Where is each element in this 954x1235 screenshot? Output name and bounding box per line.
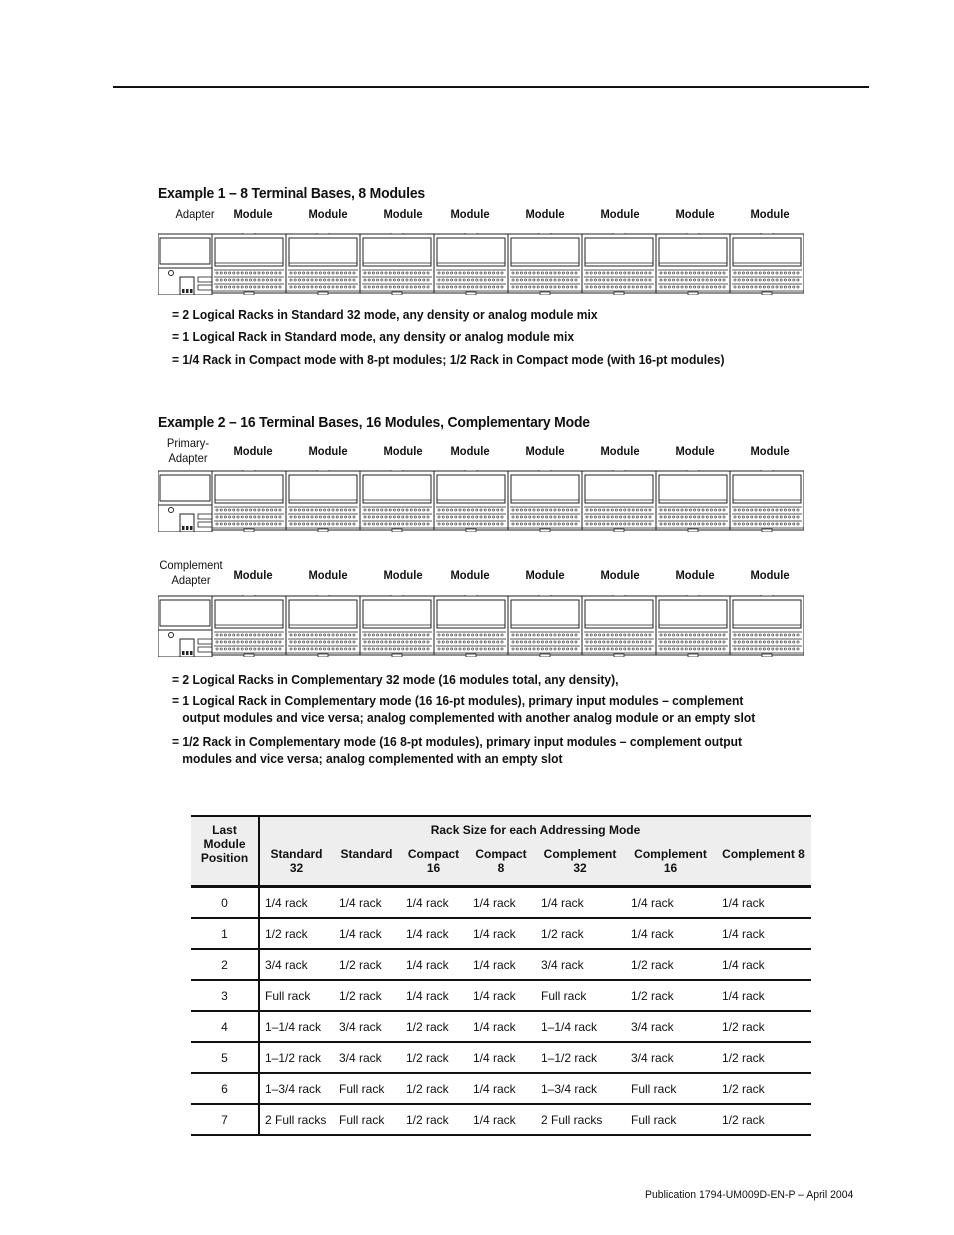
example-2-complement-terminal-base-2 — [286, 595, 360, 657]
module-position-cell: 5 — [191, 1042, 259, 1073]
example-1-module-label-8: Module — [750, 207, 790, 221]
table-row — [191, 949, 811, 980]
column-header-4-line-2: 8 — [497, 861, 505, 875]
rack-size-cell: 2 Full racks — [259, 1104, 333, 1135]
column-header-2 — [333, 847, 400, 887]
example-2-primary-terminal-base-2 — [286, 470, 360, 532]
example-2-note-3-line-2: modules and vice versa; analog complemented with an empty slot — [182, 751, 563, 766]
rack-size-cell: 1/2 rack — [333, 949, 400, 980]
module-position-cell: 0 — [191, 887, 259, 919]
rack-size-cell: 1/2 rack — [625, 949, 716, 980]
example-2-note-3-line-1: = 1/2 Rack in Complementary mode (16 8-pt modules), primary input modules – complement output — [172, 734, 743, 749]
example-2-note-1-line-1: = 2 Logical Racks in Complementary 32 mode (16 modules total, any density), — [172, 672, 619, 687]
example-2-complement-terminal-base-8 — [730, 595, 804, 657]
adapter-label: Adapter — [175, 207, 215, 221]
rack-size-cell: 1–3/4 rack — [259, 1073, 333, 1104]
rack-size-cell: 1–1/4 rack — [259, 1011, 333, 1042]
example-1-adapter-unit — [158, 234, 212, 295]
example-1-module-label-2: Module — [308, 207, 348, 221]
rack-size-cell: 1/4 rack — [333, 887, 400, 919]
table-row — [191, 887, 811, 919]
example-2-note-3 — [172, 733, 742, 767]
rack-size-cell: 3/4 rack — [333, 1011, 400, 1042]
rack-size-cell: 1/4 rack — [467, 918, 535, 949]
example-2-note-2-line-2: output modules and vice versa; analog complemented with another analog module or an empty slot — [182, 710, 756, 725]
example-2-primary-module-label-3: Module — [383, 444, 423, 458]
example-2-complement-module-label-1: Module — [233, 568, 273, 582]
column-header-row — [191, 847, 811, 887]
rack-size-cell: 1/4 rack — [467, 949, 535, 980]
column-header-7-line-1: Complement 8 — [722, 847, 805, 861]
rack-size-cell: 1/4 rack — [467, 1104, 535, 1135]
example-2-primary-terminal-base-1 — [212, 470, 286, 532]
publication-footer: Publication 1794-UM009D-EN-P – April 2004 — [645, 1189, 854, 1201]
example-2-complement-terminal-base-4 — [434, 595, 508, 657]
example-1-note-3: = 1/4 Rack in Compact mode with 8-pt modules; 1/2 Rack in Compact mode (with 16-pt modules) — [172, 352, 725, 367]
top-rule — [113, 86, 869, 88]
rack-size-cell: 1/2 rack — [716, 1042, 811, 1073]
example-1-rack-diagram — [158, 233, 804, 295]
example-1-module-label-6: Module — [600, 207, 640, 221]
rack-size-table — [191, 815, 811, 1136]
last-module-position-header — [191, 816, 259, 887]
module-position-cell: 7 — [191, 1104, 259, 1135]
example-2-complement-module-label-5: Module — [525, 568, 565, 582]
example-2-note-2-line-1: = 1 Logical Rack in Complementary mode (16 16-pt modules), primary input modules – complement — [172, 693, 744, 708]
example-2-primary-rack-diagram — [158, 470, 804, 532]
example-2-complement-module-label-2: Module — [308, 568, 348, 582]
column-header-3 — [400, 847, 467, 887]
rack-size-cell: 3/4 rack — [333, 1042, 400, 1073]
complement-adapter-label — [155, 558, 228, 588]
rack-size-cell: 3/4 rack — [625, 1011, 716, 1042]
complement-adapter-label-line-2: Adapter — [171, 573, 211, 587]
rack-size-cell: 1/4 rack — [716, 980, 811, 1011]
rack-size-cell: 1/4 rack — [467, 1011, 535, 1042]
example-1-module-label-1: Module — [233, 207, 273, 221]
example-1-note-2: = 1 Logical Rack in Standard mode, any density or analog module mix — [172, 329, 575, 344]
example-1-module-label-5: Module — [525, 207, 565, 221]
example-2-complement-module-label-3: Module — [383, 568, 423, 582]
column-header-3-line-2: 16 — [426, 861, 441, 875]
rack-size-cell: 1/4 rack — [625, 918, 716, 949]
rack-size-cell: 1/2 rack — [400, 1042, 467, 1073]
rack-size-cell: 1/2 rack — [400, 1011, 467, 1042]
rack-size-cell: 1/2 rack — [400, 1104, 467, 1135]
rack-size-cell: 1/2 rack — [535, 918, 625, 949]
rack-size-cell: 3/4 rack — [625, 1042, 716, 1073]
rack-size-cell: 1–3/4 rack — [535, 1073, 625, 1104]
rack-size-cell: 1/2 rack — [625, 980, 716, 1011]
rack-size-cell: 1/4 rack — [467, 1042, 535, 1073]
example-1-heading: Example 1 – 8 Terminal Bases, 8 Modules — [158, 185, 425, 202]
rack-size-cell: 1/4 rack — [467, 980, 535, 1011]
rack-size-cell: Full rack — [333, 1104, 400, 1135]
complement-adapter-label-line-1: Complement — [159, 558, 223, 572]
primary-adapter-label-line-1: Primary- — [166, 436, 210, 450]
example-2-complement-module-label-6: Module — [600, 568, 640, 582]
column-header-6 — [625, 847, 716, 887]
rack-size-cell: 1/2 rack — [716, 1011, 811, 1042]
table-row — [191, 1042, 811, 1073]
example-2-complement-rack-diagram — [158, 595, 804, 657]
example-2-complement-adapter-unit — [158, 596, 212, 657]
rack-size-cell: 1/4 rack — [535, 887, 625, 919]
rack-size-cell: 1/2 rack — [333, 980, 400, 1011]
example-2-complement-module-label-4: Module — [450, 568, 490, 582]
column-header-7 — [716, 847, 811, 887]
column-header-1 — [259, 847, 333, 887]
example-2-primary-module-label-4: Module — [450, 444, 490, 458]
example-2-primary-adapter-unit — [158, 471, 212, 532]
rack-size-cell: 1/4 rack — [400, 949, 467, 980]
column-header-5 — [535, 847, 625, 887]
example-1-module-label-7: Module — [675, 207, 715, 221]
example-2-primary-terminal-base-4 — [434, 470, 508, 532]
example-2-primary-terminal-base-6 — [582, 470, 656, 532]
example-2-primary-terminal-base-8 — [730, 470, 804, 532]
rack-size-cell: 1/4 rack — [467, 1073, 535, 1104]
table-row — [191, 918, 811, 949]
example-2-primary-module-label-2: Module — [308, 444, 348, 458]
rack-size-cell: 1/4 rack — [467, 887, 535, 919]
rack-size-cell: Full rack — [535, 980, 625, 1011]
table-row — [191, 1104, 811, 1135]
column-header-4 — [467, 847, 535, 887]
column-header-1-line-1: Standard — [270, 847, 323, 861]
rack-size-cell: 1/4 rack — [716, 918, 811, 949]
corner-header-line-1: Last — [212, 823, 237, 837]
table-body — [191, 887, 811, 1136]
example-2-complement-terminal-base-6 — [582, 595, 656, 657]
table-row — [191, 1011, 811, 1042]
example-2-complement-terminal-base-7 — [656, 595, 730, 657]
example-2-primary-module-label-6: Module — [600, 444, 640, 458]
rack-size-cell: 1/2 rack — [716, 1073, 811, 1104]
column-header-6-line-2: 16 — [663, 861, 678, 875]
module-position-cell: 1 — [191, 918, 259, 949]
example-1-terminal-base-2 — [286, 233, 360, 295]
rack-size-cell: 2 Full racks — [535, 1104, 625, 1135]
module-position-cell: 4 — [191, 1011, 259, 1042]
rack-size-cell: Full rack — [259, 980, 333, 1011]
example-2-primary-module-label-8: Module — [750, 444, 790, 458]
example-1-terminal-base-6 — [582, 233, 656, 295]
example-2-complement-terminal-base-3 — [360, 595, 434, 657]
rack-size-cell: Full rack — [625, 1104, 716, 1135]
column-header-1-line-2: 32 — [289, 861, 304, 875]
example-2-complement-module-label-7: Module — [675, 568, 715, 582]
column-header-6-line-1: Complement — [634, 847, 707, 861]
example-1-terminal-base-7 — [656, 233, 730, 295]
corner-header-line-2: Module — [203, 837, 246, 851]
example-1-module-label-4: Module — [450, 207, 490, 221]
example-1-terminal-base-8 — [730, 233, 804, 295]
primary-adapter-label — [160, 436, 216, 466]
table-row — [191, 980, 811, 1011]
module-position-cell: 3 — [191, 980, 259, 1011]
example-1-terminal-base-3 — [360, 233, 434, 295]
rack-size-cell: 1/4 rack — [716, 949, 811, 980]
example-1-terminal-base-1 — [212, 233, 286, 295]
example-2-complement-terminal-base-1 — [212, 595, 286, 657]
primary-adapter-label-line-2: Adapter — [168, 451, 208, 465]
rack-size-cell: 3/4 rack — [259, 949, 333, 980]
rack-size-cell: 1/4 rack — [400, 918, 467, 949]
example-2-complement-terminal-base-5 — [508, 595, 582, 657]
column-header-2-line-1: Standard — [340, 847, 393, 861]
column-header-3-line-1: Compact — [407, 847, 460, 861]
example-1-terminal-base-4 — [434, 233, 508, 295]
rack-size-cell: 1–1/2 rack — [259, 1042, 333, 1073]
example-2-note-2 — [172, 692, 755, 726]
rack-size-cell: 1/4 rack — [259, 887, 333, 919]
rack-size-cell: Full rack — [333, 1073, 400, 1104]
example-1-terminal-base-5 — [508, 233, 582, 295]
example-2-primary-terminal-base-5 — [508, 470, 582, 532]
rack-size-cell: 1/2 rack — [259, 918, 333, 949]
example-2-primary-module-label-1: Module — [233, 444, 273, 458]
column-header-4-line-1: Compact — [475, 847, 527, 861]
example-2-note-1 — [172, 671, 618, 688]
example-2-primary-module-label-5: Module — [525, 444, 565, 458]
rack-size-cell: 1–1/2 rack — [535, 1042, 625, 1073]
rack-size-cell: 1/2 rack — [716, 1104, 811, 1135]
example-2-complement-module-label-8: Module — [750, 568, 790, 582]
rack-size-cell: 1/2 rack — [400, 1073, 467, 1104]
rack-size-cell: 1/4 rack — [716, 887, 811, 919]
rack-size-cell: 3/4 rack — [535, 949, 625, 980]
rack-size-cell: 1/4 rack — [400, 887, 467, 919]
rack-size-cell: 1/4 rack — [400, 980, 467, 1011]
module-position-cell: 2 — [191, 949, 259, 980]
rack-size-cell: 1–1/4 rack — [535, 1011, 625, 1042]
example-1-module-label-3: Module — [383, 207, 423, 221]
rack-size-group-header: Rack Size for each Addressing Mode — [259, 816, 811, 847]
rack-size-cell: 1/4 rack — [333, 918, 400, 949]
module-position-cell: 6 — [191, 1073, 259, 1104]
rack-size-cell: Full rack — [625, 1073, 716, 1104]
example-2-heading: Example 2 – 16 Terminal Bases, 16 Modules, Complementary Mode — [158, 414, 590, 431]
table-row — [191, 1073, 811, 1104]
example-2-primary-module-label-7: Module — [675, 444, 715, 458]
column-header-5-line-2: 32 — [573, 861, 587, 875]
column-header-5-line-1: Complement — [543, 847, 617, 861]
example-1-note-1: = 2 Logical Racks in Standard 32 mode, any density or analog module mix — [172, 307, 598, 322]
example-2-primary-terminal-base-3 — [360, 470, 434, 532]
rack-size-cell: 1/4 rack — [625, 887, 716, 919]
example-2-primary-terminal-base-7 — [656, 470, 730, 532]
corner-header-line-3: Position — [200, 851, 249, 865]
